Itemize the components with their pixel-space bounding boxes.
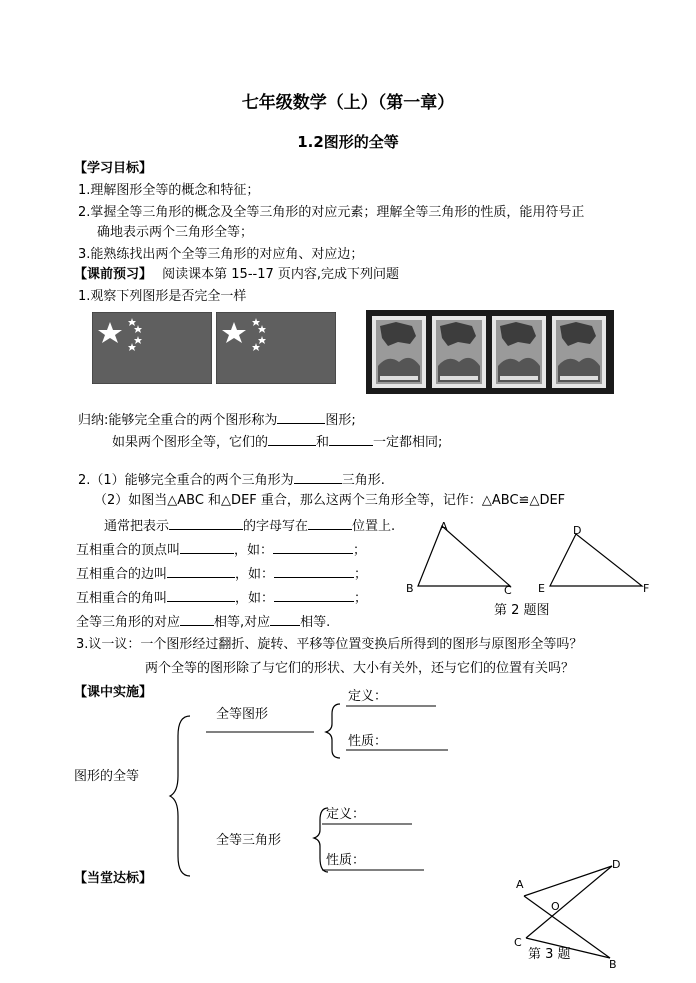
segment-cd bbox=[526, 866, 612, 938]
blank[interactable] bbox=[167, 588, 235, 602]
question-3a: 3.议一议：一个图形经过翻折、旋转、平移等位置变换后所得到的图形与原图形全等吗？ bbox=[76, 637, 583, 652]
label-c: C bbox=[504, 584, 512, 597]
goal-3: 3.能熟练找出两个全等三角形的对应角、对应边； bbox=[78, 247, 364, 262]
property-label-2: 性质： bbox=[326, 853, 366, 868]
blank[interactable] bbox=[308, 516, 352, 530]
label-o: O bbox=[551, 900, 560, 913]
question-3b: 两个全等的图形除了与它们的形状、大小有关外，还与它们的位置有关吗？ bbox=[145, 661, 575, 676]
question-2-2: （2）如图当△ABC 和△DEF 重合，那么这两个三角形全等，记作：△ABC≌△DEF bbox=[94, 493, 566, 508]
semicolon: ； bbox=[353, 543, 367, 558]
q2-text: 通常把表示 bbox=[104, 519, 170, 534]
lesson-heading: 【课中实施】 bbox=[74, 685, 153, 700]
branch-congruent-figures: 全等图形 bbox=[216, 707, 269, 722]
summary-text: 一定都相同; bbox=[373, 435, 443, 450]
flag-image-2 bbox=[216, 312, 336, 384]
semicolon: ； bbox=[354, 567, 368, 582]
definition-label-2: 定义： bbox=[326, 807, 366, 822]
example-label: ，如： bbox=[235, 591, 275, 606]
goals-heading: 【学习目标】 bbox=[74, 161, 153, 176]
vertex-line bbox=[76, 540, 366, 560]
page-title: 七年级数学（上）（第一章） bbox=[241, 93, 455, 113]
semicolon: ； bbox=[354, 591, 368, 606]
triangle-def bbox=[550, 534, 642, 586]
preview-heading: 【课前预习】 bbox=[74, 267, 153, 282]
blank[interactable] bbox=[180, 612, 214, 626]
concept-map-braces bbox=[168, 696, 468, 886]
summary-text: 归纳:能够完全重合的两个图形称为 bbox=[78, 413, 278, 428]
blank[interactable] bbox=[169, 516, 243, 530]
label-a: A bbox=[516, 878, 524, 891]
side-label: 互相重合的边叫 bbox=[76, 567, 168, 582]
side-line bbox=[76, 564, 367, 584]
preview-instruction: 阅读课本第 15--17 页内容,完成下列问题 bbox=[162, 267, 400, 282]
blank[interactable] bbox=[180, 540, 234, 554]
goal-2b: 确地表示两个三角形全等； bbox=[97, 225, 254, 240]
triangles-figure bbox=[400, 518, 660, 602]
figure-2-caption: 第 2 题图 bbox=[494, 603, 550, 618]
label-a: A bbox=[440, 520, 448, 533]
practice-heading: 【当堂达标】 bbox=[74, 871, 153, 886]
q2-text: 三角形. bbox=[341, 473, 385, 488]
summary-text: 和 bbox=[316, 435, 330, 450]
blank[interactable] bbox=[329, 432, 373, 446]
blank[interactable] bbox=[268, 432, 316, 446]
angle-line bbox=[76, 588, 367, 608]
label-c: C bbox=[514, 936, 522, 949]
question-2-3 bbox=[104, 516, 395, 536]
summary-line-2 bbox=[112, 432, 442, 452]
lesson-subtitle: 1.2图形的全等 bbox=[297, 133, 399, 151]
q2-text: 的字母写在 bbox=[243, 519, 309, 534]
sub-brace-1 bbox=[326, 704, 340, 758]
goal-2a: 2.掌握全等三角形的概念及全等三角形的对应元素；理解全等三角形的性质，能用符号正 bbox=[78, 205, 585, 220]
triangle-abc bbox=[418, 526, 510, 586]
stamp-3 bbox=[492, 316, 546, 388]
property-label-1: 性质： bbox=[348, 734, 388, 749]
label-d: D bbox=[612, 858, 621, 871]
flag-image-1 bbox=[92, 312, 212, 384]
label-f: F bbox=[643, 582, 650, 595]
goal-1: 1.理解图形全等的概念和特征； bbox=[78, 183, 260, 198]
example-label: ，如： bbox=[234, 543, 274, 558]
angle-label: 互相重合的角叫 bbox=[76, 591, 168, 606]
label-b: B bbox=[406, 582, 414, 595]
stamp-2 bbox=[432, 316, 486, 388]
q2-text: 2.（1）能够完全重合的两个三角形为 bbox=[78, 473, 294, 488]
blank[interactable] bbox=[270, 612, 300, 626]
summary-text: 如果两个图形全等，它们的 bbox=[112, 435, 269, 450]
question-2-1 bbox=[78, 470, 385, 490]
blank[interactable] bbox=[274, 588, 354, 602]
label-d: D bbox=[573, 524, 582, 537]
vertex-label: 互相重合的顶点叫 bbox=[76, 543, 181, 558]
branch-congruent-triangles: 全等三角形 bbox=[216, 833, 282, 848]
question-1: 1.观察下列图形是否完全一样 bbox=[78, 289, 247, 304]
stamp-1 bbox=[372, 316, 426, 388]
property-line bbox=[76, 612, 330, 632]
blank[interactable] bbox=[167, 564, 235, 578]
prop-text: 相等. bbox=[300, 615, 331, 630]
label-e: E bbox=[538, 582, 545, 595]
stamp-4 bbox=[552, 316, 606, 388]
example-label: ，如： bbox=[235, 567, 275, 582]
blank[interactable] bbox=[274, 564, 354, 578]
stamps-image bbox=[366, 310, 614, 394]
main-brace bbox=[170, 716, 190, 876]
segment-ad bbox=[524, 866, 612, 896]
summary-text-end: 图形; bbox=[325, 413, 356, 428]
q2-text: 位置上. bbox=[352, 519, 396, 534]
preview-line bbox=[74, 266, 399, 284]
label-b: B bbox=[609, 958, 617, 971]
summary-line-1 bbox=[78, 410, 356, 430]
blank[interactable] bbox=[273, 540, 353, 554]
prop-text: 全等三角形的对应 bbox=[76, 615, 181, 630]
concept-root: 图形的全等 bbox=[74, 769, 140, 784]
blank[interactable] bbox=[277, 410, 325, 424]
figure-3-caption: 第 3 题 bbox=[528, 947, 571, 962]
prop-text: 相等,对应 bbox=[214, 615, 271, 630]
blank[interactable] bbox=[294, 470, 342, 484]
definition-label-1: 定义： bbox=[348, 689, 388, 704]
